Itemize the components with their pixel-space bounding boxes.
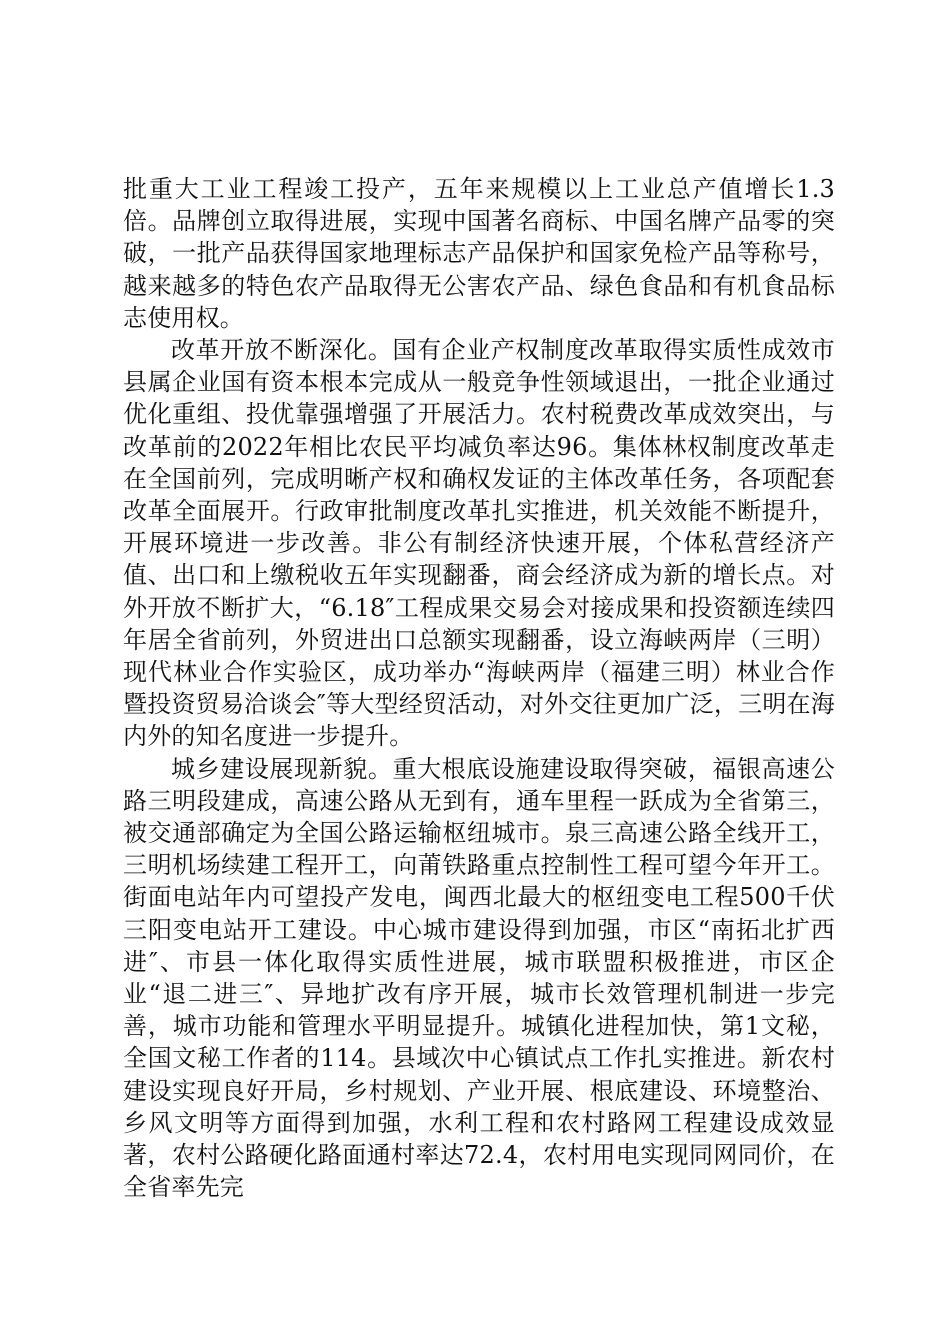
body-text [123, 173, 835, 1204]
paragraph-reform-opening: 改革开放不断深化。国有企业产权制度改革取得实质性成效市县属企业国有资本根本完成从一般竞争性领域退出，一批企业通过优化重组、投优靠强增强了开展活力。农村税费改革成效突出，与改革前的2022年相比农民平均减负率达96。集体林权制度改革走在全国前列，完成明晰产权和确权发证的主体改革任务，各项配套改革全面展开。行政审批制度改革扎实推进，机关效能不断提升，开展环境进一步改善。非公有制经济快速开展，个体私营经济产值、出口和上缴税收五年实现翻番，商会经济成为新的增长点。对外开放不断扩大，“6.18″工程成果交易会对接成果和投资额连续四年居全省前列，外贸进出口总额实现翻番，设立海峡两岸（三明）现代林业合作实验区，成功举办“海峡两岸（福建三明）林业合作暨投资贸易洽谈会″等大型经贸活动，对外交往更加广泛，三明在海内外的知名度进一步提升。 [123, 336, 835, 751]
paragraph-urban-rural-construction: 城乡建设展现新貌。重大根底设施建设取得突破，福银高速公路三明段建成，高速公路从无到有，通车里程一跃成为全省第三，被交通部确定为全国公路运输枢纽城市。泉三高速公路全线开工，三明机场续建工程开工，向莆铁路重点控制性工程可望今年开工。街面电站年内可望投产发电，闽西北最大的枢纽变电工程500千伏三阳变电站开工建设。中心城市建设得到加强，市区“南拓北扩西进″、市县一体化取得实质性进展，城市联盟积极推进，市区企业“退二进三″、异地扩改有序开展，城市长效管理机制进一步完善，城市功能和管理水平明显提升。城镇化进程加快，第1文秘，全国文秘工作者的114。县域次中心镇试点工作扎实推进。新农村建设实现良好开局，乡村规划、产业开展、根底建设、环境整治、乡风文明等方面得到加强，水利工程和农村路网工程建设成效显著，农村公路硬化路面通村率达72.4，农村用电实现同网同价，在全省率先完 [123, 754, 835, 1202]
paragraph-industry-brands: 批重大工业工程竣工投产，五年来规模以上工业总产值增长1.3倍。品牌创立取得进展，实现中国著名商标、中国名牌产品零的突破，一批产品获得国家地理标志产品保护和国家免检产品等称号，越来越多的特色农产品取得无公害农产品、绿色食品和有机食品标志使用权。 [123, 175, 835, 332]
